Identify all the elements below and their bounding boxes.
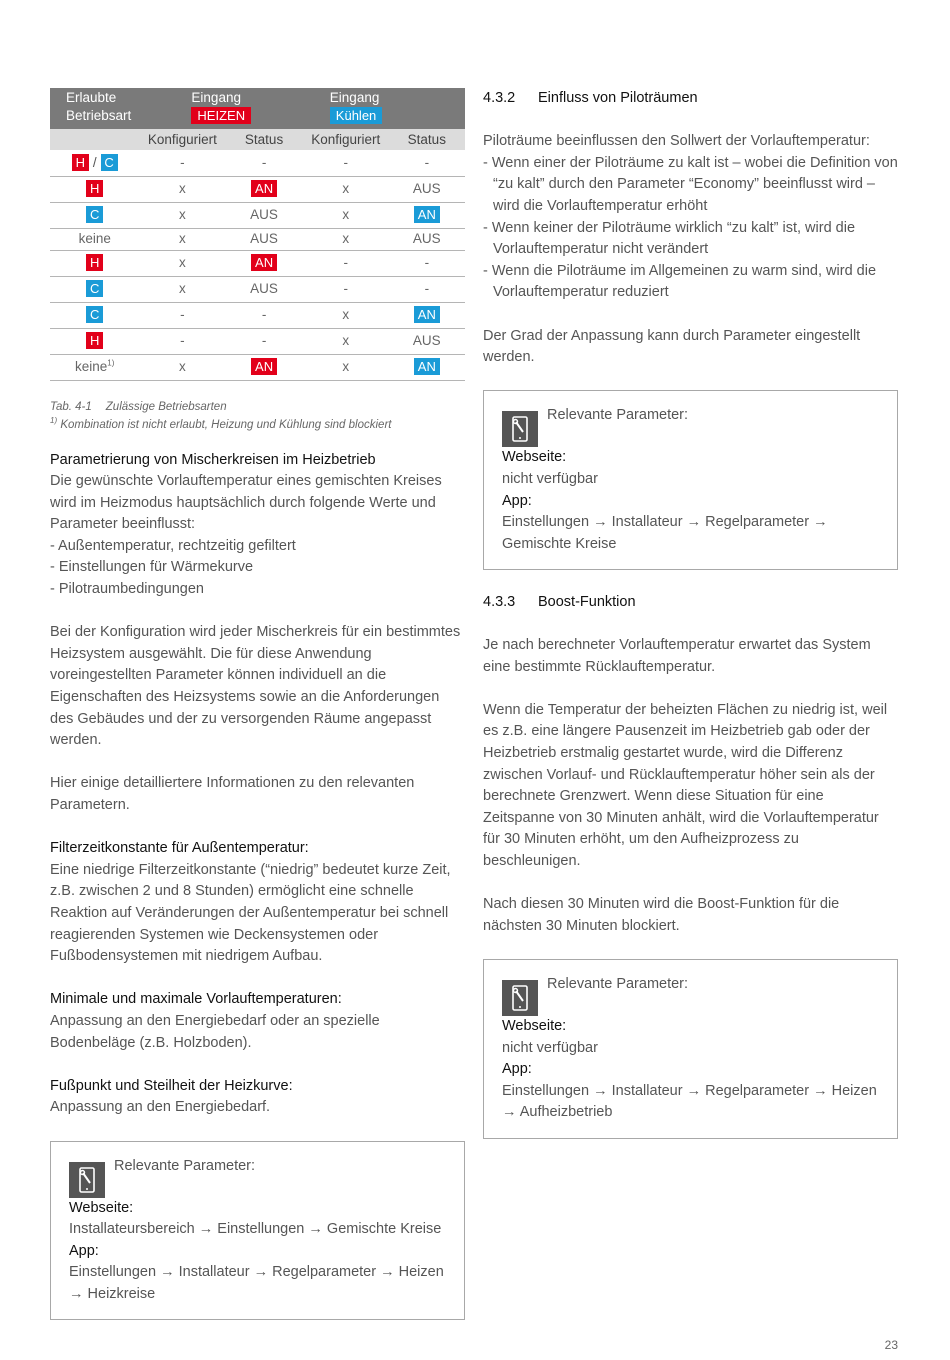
mode-cell bbox=[50, 328, 139, 354]
heading-mixing-circuits: Parametrierung von Mischerkreisen im Heizbetrieb bbox=[50, 451, 376, 468]
param-box-title: Relevante Parameter: bbox=[114, 1157, 256, 1174]
param-box-head bbox=[502, 974, 879, 1016]
section-title: Einfluss von Piloträumen bbox=[538, 90, 698, 106]
left-column bbox=[50, 88, 465, 1320]
website-path: nicht verfügbar bbox=[502, 470, 598, 487]
table-row bbox=[50, 328, 465, 354]
mode-text: keine bbox=[78, 231, 111, 246]
app-label: App: bbox=[502, 492, 532, 509]
caption-title: Zulässige Betriebsarten bbox=[105, 400, 227, 413]
cool-configured-cell: x bbox=[303, 202, 389, 228]
table-subheader-row bbox=[50, 129, 465, 150]
heat-configured-cell: - bbox=[139, 150, 225, 176]
phone-wrench-icon bbox=[502, 980, 538, 1016]
table-row bbox=[50, 150, 465, 176]
app-path: Einstellungen → Installateur → Regelparameter → Heizen → Aufheizbetrieb bbox=[502, 1082, 877, 1121]
paragraph-filter-constant: Eine niedrige Filterzeitkonstante (“niedrig” bedeutet kurze Zeit, z.B. zwischen 2 und 8 Stunden) ermöglicht eine schnelle Reaktion auf Veränderungen der Außentemperatur bei schnell reagierenden Systemen wie Deckensystemen oder Fußbodensystemen mit niedrigem Aufbau. bbox=[50, 861, 451, 965]
heat-configured-cell: - bbox=[139, 328, 225, 354]
mode-cell bbox=[50, 150, 139, 176]
mode-header-line1: Erlaubte bbox=[66, 90, 117, 105]
app-label: App: bbox=[502, 1061, 532, 1078]
cool-status-cell bbox=[389, 202, 465, 228]
relevant-parameters-box bbox=[483, 390, 898, 570]
cool-status-cell: AUS bbox=[389, 228, 465, 250]
section-heading-boost bbox=[483, 592, 898, 614]
heat-configured-cell: x bbox=[139, 354, 225, 380]
status-on-badge: AN bbox=[251, 358, 277, 375]
param-box-head bbox=[502, 405, 879, 447]
heat-configured-cell: x bbox=[139, 176, 225, 202]
paragraph-heating-curve: Anpassung an den Energiebedarf. bbox=[50, 1099, 271, 1116]
mode-cell bbox=[50, 202, 139, 228]
cool-input-header bbox=[303, 88, 465, 129]
cool-mode-tag: C bbox=[86, 206, 103, 223]
caption-number: Tab. 4-1 bbox=[50, 400, 92, 413]
mode-cell bbox=[50, 354, 139, 380]
heat-configured-cell: x bbox=[139, 202, 225, 228]
right-column bbox=[483, 88, 898, 1139]
table-row bbox=[50, 228, 465, 250]
cool-status-cell: - bbox=[389, 250, 465, 276]
list-item: - Wenn einer der Piloträume zu kalt ist – wobei die Definition von “zu kalt” durch den Parameter “Economy” beeinflusst wird – wird die Vorlauftemperatur erhöht bbox=[483, 154, 898, 214]
param-box-title: Relevante Parameter: bbox=[547, 407, 689, 424]
relevant-parameters-box bbox=[50, 1141, 465, 1321]
cool-input-label: Eingang bbox=[329, 90, 380, 105]
heat-status-cell: - bbox=[225, 328, 302, 354]
heat-status-cell: - bbox=[225, 150, 302, 176]
cool-tag: Kühlen bbox=[330, 107, 382, 124]
app-label: App: bbox=[69, 1242, 99, 1259]
heat-mode-tag: H bbox=[86, 180, 103, 197]
mode-cell bbox=[50, 250, 139, 276]
heat-configured-cell: x bbox=[139, 228, 225, 250]
cool-configured-cell: x bbox=[303, 328, 389, 354]
subheader-cool-status: Status bbox=[389, 129, 465, 150]
app-path: Einstellungen → Installateur → Regelparameter → Heizen → Heizkreise bbox=[69, 1264, 444, 1302]
cool-mode-tag: C bbox=[86, 306, 103, 323]
subheader-empty bbox=[50, 129, 139, 150]
heat-configured-cell: - bbox=[139, 302, 225, 328]
subheader-heat-configured: Konfiguriert bbox=[139, 129, 225, 150]
cool-mode-tag: C bbox=[86, 280, 103, 297]
table-header-row bbox=[50, 88, 465, 129]
website-path: nicht verfügbar bbox=[502, 1039, 598, 1056]
mode-header-line2: Betriebsart bbox=[66, 108, 132, 123]
heat-mode-tag: H bbox=[86, 332, 103, 349]
footnote-mark: 1) bbox=[107, 358, 115, 368]
footnote-text: Kombination ist nicht erlaubt, Heizung und Kühlung sind blockiert bbox=[60, 418, 392, 431]
mode-text: keine bbox=[75, 359, 108, 374]
heat-input-header bbox=[139, 88, 302, 129]
cool-status-cell: - bbox=[389, 150, 465, 176]
paragraph-pilot-intro: Piloträume beeinflussen den Sollwert der Vorlauftemperatur: bbox=[483, 133, 870, 150]
heat-status-cell bbox=[225, 176, 302, 202]
cool-configured-cell: - bbox=[303, 150, 389, 176]
cool-status-cell: - bbox=[389, 276, 465, 302]
mode-cell bbox=[50, 176, 139, 202]
relevant-parameters-box bbox=[483, 959, 898, 1139]
section-title: Boost-Funktion bbox=[538, 593, 636, 610]
heading-filter-constant: Filterzeitkonstante für Außentemperatur: bbox=[50, 840, 309, 857]
cool-configured-cell: x bbox=[303, 176, 389, 202]
cool-mode-tag: C bbox=[101, 154, 118, 171]
cool-status-cell bbox=[389, 302, 465, 328]
heat-status-cell: AUS bbox=[225, 228, 302, 250]
phone-wrench-icon bbox=[69, 1162, 105, 1198]
heat-tag: HEIZEN bbox=[191, 107, 251, 124]
table-row bbox=[50, 202, 465, 228]
heading-min-max-temps: Minimale und maximale Vorlauftemperaturen: bbox=[50, 991, 342, 1008]
mode-column-header bbox=[50, 88, 139, 129]
cool-status-cell bbox=[389, 354, 465, 380]
paragraph-configuration: Bei der Konfiguration wird jeder Mischerkreis für ein bestimmtes Heizsystem ausgewählt. Die für diese Anwendung voreingestellten Parameter können individuell an die Eigenschaften des Heizsystems sowie an die Anforderungen des Gebäudes und der zu versorgenden Räume angepasst werden. bbox=[50, 624, 461, 749]
paragraph-details: Hier einige detailliertere Informationen zu den relevanten Parametern. bbox=[50, 775, 415, 813]
heat-status-cell: AUS bbox=[225, 202, 302, 228]
list-item: - Außentemperatur, rechtzeitig gefiltert bbox=[50, 537, 296, 554]
website-label: Webseite: bbox=[502, 449, 567, 466]
section-number: 4.3.3 bbox=[483, 593, 516, 610]
heat-status-cell: AUS bbox=[225, 276, 302, 302]
param-box-title: Relevante Parameter: bbox=[547, 975, 689, 992]
list-item: - Einstellungen für Wärmekurve bbox=[50, 559, 254, 576]
heading-heating-curve: Fußpunkt und Steilheit der Heizkurve: bbox=[50, 1077, 293, 1094]
list-item: - Wenn die Piloträume im Allgemeinen zu warm sind, wird die Vorlauftemperatur reduziert bbox=[483, 262, 877, 301]
cool-configured-cell: x bbox=[303, 228, 389, 250]
app-path: Einstellungen → Installateur → Regelparameter → Gemischte Kreise bbox=[502, 514, 828, 552]
table-caption bbox=[50, 398, 465, 416]
status-on-badge: AN bbox=[251, 254, 277, 271]
footnote-mark: 1) bbox=[50, 415, 58, 425]
slash-separator: / bbox=[92, 154, 97, 170]
page-number: 23 bbox=[884, 1338, 898, 1352]
cool-configured-cell: x bbox=[303, 354, 389, 380]
paragraph-boost-block: Nach diesen 30 Minuten wird die Boost-Funktion für die nächsten 30 Minuten blockiert. bbox=[483, 896, 840, 934]
status-on-badge: AN bbox=[414, 206, 440, 223]
heat-status-cell bbox=[225, 354, 302, 380]
subheader-cool-configured: Konfiguriert bbox=[303, 129, 389, 150]
website-label: Webseite: bbox=[502, 1017, 567, 1034]
paragraph-adjustment: Der Grad der Anpassung kann durch Parameter eingestellt werden. bbox=[483, 327, 861, 366]
paragraph-min-max-temps: Anpassung an den Energiebedarf oder an spezielle Bodenbeläge (z.B. Holzboden). bbox=[50, 1012, 380, 1051]
phone-wrench-icon bbox=[502, 411, 538, 447]
heat-mode-tag: H bbox=[72, 154, 89, 171]
status-on-badge: AN bbox=[414, 358, 440, 375]
table-row bbox=[50, 354, 465, 380]
table-footnote bbox=[50, 416, 465, 434]
table-row bbox=[50, 302, 465, 328]
heat-mode-tag: H bbox=[86, 254, 103, 271]
mode-cell bbox=[50, 276, 139, 302]
heat-status-cell bbox=[225, 250, 302, 276]
heat-input-label: Eingang bbox=[191, 90, 241, 105]
cool-configured-cell: - bbox=[303, 276, 389, 302]
section-heading-pilot-rooms bbox=[483, 88, 898, 110]
subheader-heat-status: Status bbox=[225, 129, 302, 150]
mode-cell bbox=[50, 228, 139, 250]
website-label: Webseite: bbox=[69, 1199, 134, 1216]
section-number: 4.3.2 bbox=[483, 90, 516, 106]
cool-configured-cell: - bbox=[303, 250, 389, 276]
paragraph-boost-intro: Je nach berechneter Vorlauftemperatur erwartet das System eine bestimmte Rücklauftemperatur. bbox=[483, 637, 871, 675]
paragraph-intro: Die gewünschte Vorlauftemperatur eines gemischten Kreises wird im Heizmodus hauptsächlich durch folgende Werte und Parameter beeinflusst: bbox=[50, 473, 442, 533]
mode-cell bbox=[50, 302, 139, 328]
table-body bbox=[50, 150, 465, 380]
table-row bbox=[50, 250, 465, 276]
table-row bbox=[50, 176, 465, 202]
heat-configured-cell: x bbox=[139, 276, 225, 302]
list-item: - Wenn keiner der Piloträume wirklich “zu kalt” ist, wird die Vorlauftemperatur nicht verändert bbox=[483, 219, 856, 258]
cool-configured-cell: x bbox=[303, 302, 389, 328]
status-on-badge: AN bbox=[414, 306, 440, 323]
list-item: - Pilotraumbedingungen bbox=[50, 581, 204, 598]
heat-configured-cell: x bbox=[139, 250, 225, 276]
table-row bbox=[50, 276, 465, 302]
status-on-badge: AN bbox=[251, 180, 277, 197]
operating-modes-table bbox=[50, 88, 465, 381]
param-box-head bbox=[69, 1156, 446, 1198]
website-path: Installateursbereich → Einstellungen → Gemischte Kreise bbox=[69, 1221, 442, 1238]
heat-status-cell: - bbox=[225, 302, 302, 328]
cool-status-cell: AUS bbox=[389, 328, 465, 354]
paragraph-boost-detail: Wenn die Temperatur der beheizten Flächen zu niedrig ist, weil es z.B. eine längere Pausenzeit im Heizbetrieb gab oder der Heizbetrieb erstmalig gestartet wurde, wird die Differenz zwischen Vorlauf- und Rücklauftemperatur höher sein als der berechnete Grenzwert. Wenn diese Situation für eine Zeitspanne von 30 Minuten anhält, wird die Vorlauftemperatur für 30 Minuten erhöht, um den Aufheizprozess zu beschleunigen. bbox=[483, 701, 888, 869]
cool-status-cell: AUS bbox=[389, 176, 465, 202]
